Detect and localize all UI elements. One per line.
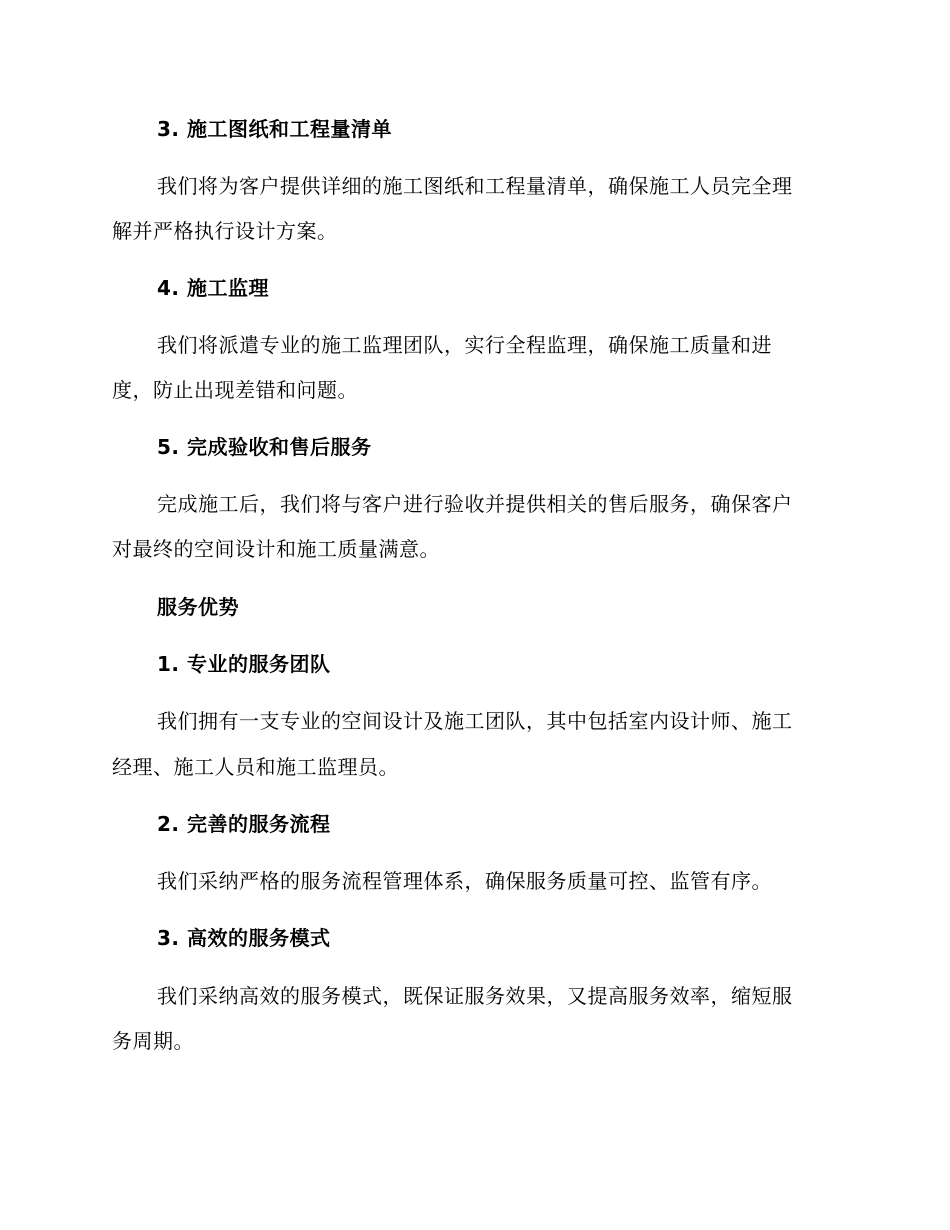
paragraph-line: 我们将派遣专业的施工监理团队，实行全程监理，确保施工质量和进 bbox=[157, 333, 772, 357]
section-heading-supervision: 4. 施工监理 bbox=[157, 276, 269, 300]
paragraph-line: 对最终的空间设计和施工质量满意。 bbox=[112, 537, 440, 561]
paragraph-line: 我们采纳高效的服务模式，既保证服务效果，又提高服务效率，缩短服 bbox=[157, 984, 793, 1008]
section-heading-team: 1. 专业的服务团队 bbox=[157, 652, 331, 676]
section-heading-efficiency: 3. 高效的服务模式 bbox=[157, 926, 331, 950]
paragraph-line: 经理、施工人员和施工监理员。 bbox=[112, 755, 399, 779]
paragraph-line: 我们拥有一支专业的空间设计及施工团队，其中包括室内设计师、施工 bbox=[157, 709, 793, 733]
section-heading-acceptance: 5. 完成验收和售后服务 bbox=[157, 435, 372, 459]
section-heading-drawings: 3. 施工图纸和工程量清单 bbox=[157, 117, 392, 141]
paragraph-line: 我们将为客户提供详细的施工图纸和工程量清单，确保施工人员完全理 bbox=[157, 174, 793, 198]
paragraph-line: 务周期。 bbox=[112, 1029, 194, 1053]
paragraph-line: 我们采纳严格的服务流程管理体系，确保服务质量可控、监管有序。 bbox=[157, 869, 772, 893]
section-heading-advantages: 服务优势 bbox=[157, 595, 239, 619]
paragraph-line: 解并严格执行设计方案。 bbox=[112, 219, 338, 243]
paragraph-line: 度，防止出现差错和问题。 bbox=[112, 378, 358, 402]
section-heading-process: 2. 完善的服务流程 bbox=[157, 812, 331, 836]
paragraph-line: 完成施工后，我们将与客户进行验收并提供相关的售后服务，确保客户 bbox=[157, 492, 793, 516]
